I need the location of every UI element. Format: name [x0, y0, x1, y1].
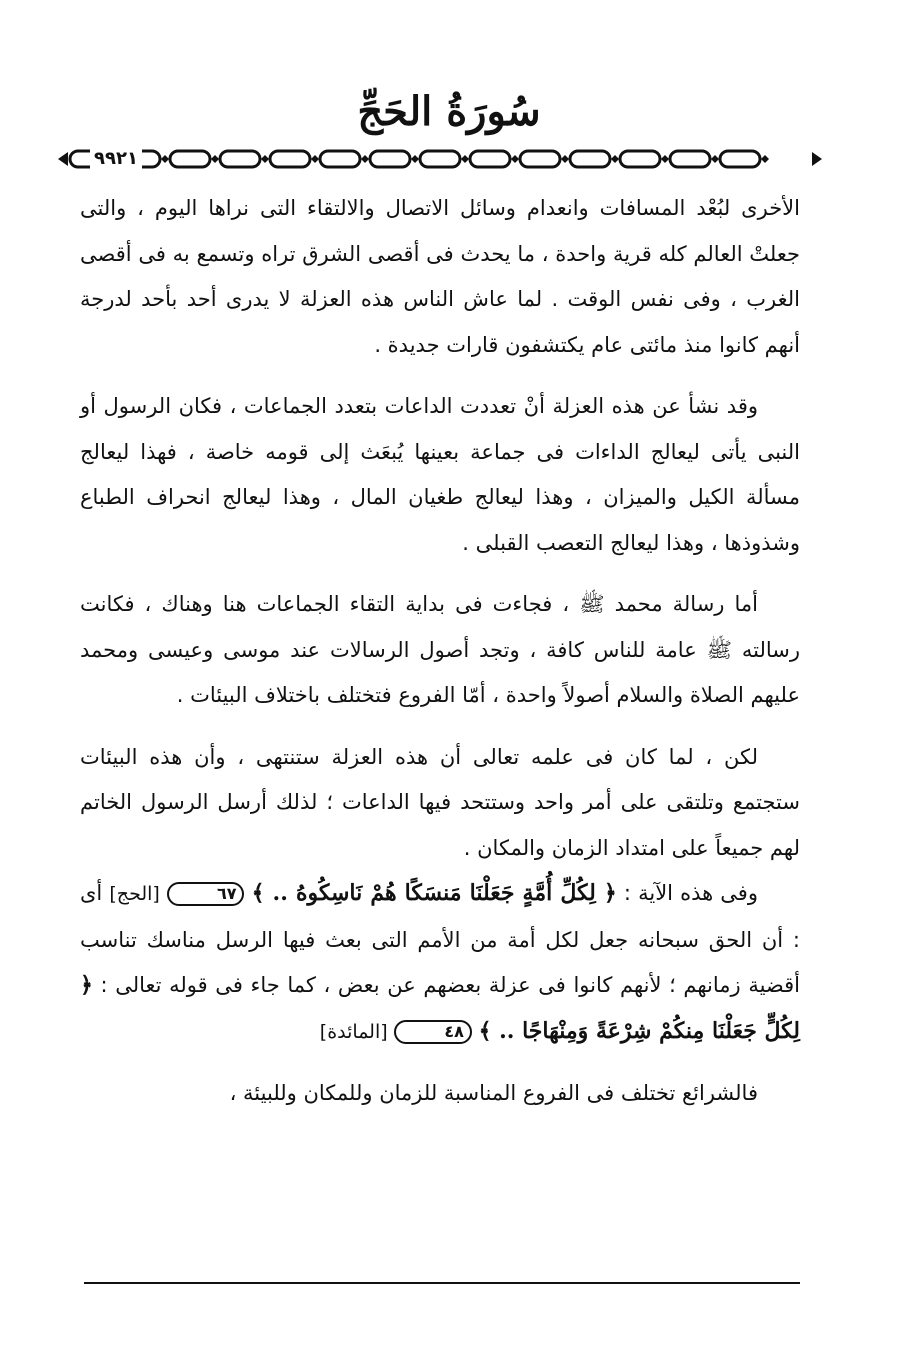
paragraph-1: الأخرى لبُعْد المسافات وانعدام وسائل الاتصال والالتقاء التى نراها اليوم ، والتى جعلتْ العالم كله قرية واحدة ، ما يحدث فى أقصى الشرق تراه وتسمع به فى أقصى الغرب ، وفى نفس الوقت . لما عاش الناس هذه العزلة لا يدرى أحد بأحد لدرجة أنهم كانوا منذ مائتى عام يكتشفون قارات جديدة .	[80, 196, 800, 357]
verse-paragraph	[80, 871, 800, 1055]
quran-verse-maidah: ﴿ لِكُلٍّ جَعَلْنَا مِنكُمْ شِرْعَةً وَمِنْهَاجًا .. ﴾	[80, 972, 800, 1044]
ornamental-border	[56, 146, 824, 172]
ayah-number-48: ٤٨	[394, 1020, 472, 1044]
verse-explanation: أى : أن الحق سبحانه جعل لكل أمة من الأمم التى بعث فيها الرسل مناسك تناسب أقضية زمانهم ؛ لأنهم كانوا فى عزلة بعضهم عن بعض ، كما جاء فى قوله تعالى :	[80, 881, 800, 997]
surah-ref-maidah: [المائدة]	[319, 1020, 388, 1043]
main-text	[80, 186, 800, 1117]
paragraph-4: لكن ، لما كان فى علمه تعالى أن هذه العزلة ستنتهى ، وأن هذه البيئات ستجتمع وتلتقى على أمر واحد وستتحد فيها الداعات ؛ لذلك أرسل الرسول الخاتم لهم جميعاً على امتداد الزمان والمكان .	[80, 744, 800, 860]
paragraph-2: وقد نشأ عن هذه العزلة أنْ تعددت الداعات بتعدد الجماعات ، فكان الرسول أو النبى يأتى ليعالج الداءات فى جماعة بعينها يُبعَث إلى قومه خاصة ، فهذا ليعالج مسألة الكيل والميزان ، وهذا ليعالج طغيان المال ، وهذا ليعالج انحراف الطباع وشذوذها ، وهذا ليعالج التعصب القبلى .	[80, 394, 800, 555]
footer-rule	[84, 1282, 800, 1284]
surah-ref-hajj: [الحج]	[109, 883, 160, 905]
quran-verse-hajj: ﴿ لِكُلِّ أُمَّةٍ جَعَلْنَا مَنسَكًا هُمْ نَاسِكُوهُ .. ﴾	[251, 880, 617, 906]
paragraph-3: أما رسالة محمد ﷺ ، فجاءت فى بداية التقاء الجماعات هنا وهناك ، فكانت رسالته ﷺ عامة للناس كافة ، وتجد أصول الرسالات عند موسى وعيسى ومحمد عليهم الصلاة والسلام أصولاً واحدة ، أمّا الفروع فتختلف باختلاف البيئات .	[80, 592, 800, 707]
paragraph-last: فالشرائع تختلف فى الفروع المناسبة للزمان وللمكان وللبيئة ،	[229, 1081, 758, 1105]
ayah-number-67: ٦٧	[167, 882, 245, 906]
page-number: ٩٩٢١	[90, 146, 142, 172]
surah-title: سُورَةُ الحَجِّ	[357, 88, 541, 135]
verse-lead: وفى هذه الآية :	[623, 881, 758, 905]
